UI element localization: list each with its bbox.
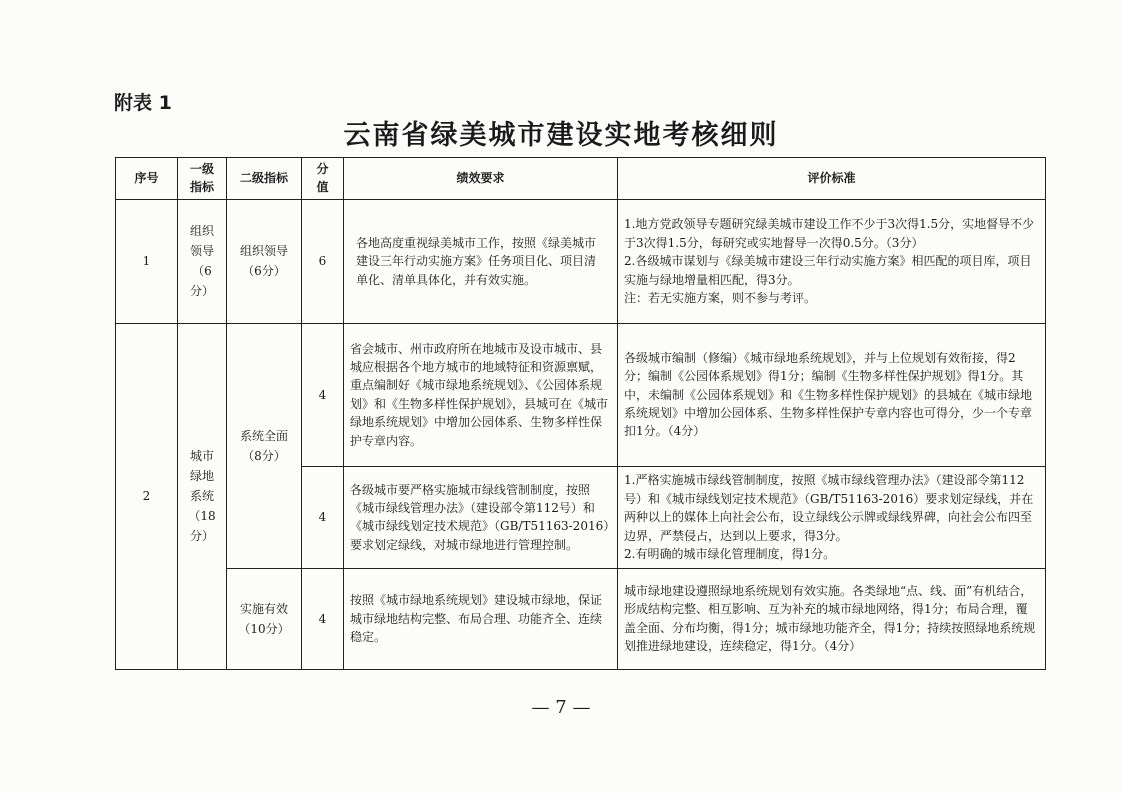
row-score: 4 — [302, 568, 344, 669]
row-level2: 系统全面 （8分） — [227, 323, 302, 568]
header-criteria: 评价标准 — [618, 158, 1046, 200]
row-score: 6 — [302, 199, 344, 323]
row-level1: 城市 绿地 系统 （18 分） — [178, 323, 227, 669]
page-title: 云南省绿美城市建设实地考核细则 — [343, 120, 779, 151]
row-level1: 组织 领导 （6 分） — [178, 199, 227, 323]
attachment-label: 附表 1 — [114, 92, 172, 114]
row-criteria: 1.地方党政领导专题研究绿美城市建设工作不少于3次得1.5分，实地督导不少于3次得1.5分，每研究或实地督导一次得0.5分。（3分） 2.各级城市谋划与《绿美城市建设三年行动实施方案》相匹配的项目库，项目实施与绿地增量相匹配，得3分。 注：若无实施方案，则不参与考评。 — [618, 199, 1046, 323]
row-criteria: 1.严格实施城市绿线管制制度，按照《城市绿线管理办法》（建设部令第112号）和《城市绿线划定技术规范》（GB/T51163-2016）要求划定绿线，并在两种以上的媒体上向社会公布，设立绿线公示牌或绿线界碑，向社会公布四至边界，严禁侵占，达到以上要求，得3分。 2.有明确的城市绿化管理制度，得1分。 — [618, 466, 1046, 568]
row-index: 2 — [116, 323, 178, 669]
row-requirement: 各级城市要严格实施城市绿线管制制度，按照《城市绿线管理办法》（建设部令第112号）和《城市绿线划定技术规范》（GB/T51163-2016）要求划定绿线，对城市绿地进行管理控制。 — [344, 466, 618, 568]
header-index: 序号 — [116, 158, 178, 200]
row-level2: 组织领导 （6分） — [227, 199, 302, 323]
table-header-row — [116, 158, 1046, 200]
row-level2: 实施有效 （10分） — [227, 568, 302, 669]
table-row — [116, 568, 1046, 669]
row-requirement: 各地高度重视绿美城市工作，按照《绿美城市建设三年行动实施方案》任务项目化、项目清单化、清单具体化，并有效实施。 — [344, 199, 618, 323]
header-score: 分 值 — [302, 158, 344, 200]
table-row — [116, 199, 1046, 323]
row-index: 1 — [116, 199, 178, 323]
header-requirement: 绩效要求 — [344, 158, 618, 200]
header-level2: 二级指标 — [227, 158, 302, 200]
row-requirement: 按照《城市绿地系统规划》建设城市绿地，保证城市绿地结构完整、布局合理、功能齐全、连续稳定。 — [344, 568, 618, 669]
row-score: 4 — [302, 323, 344, 466]
row-score: 4 — [302, 466, 344, 568]
row-criteria: 城市绿地建设遵照绿地系统规划有效实施。各类绿地“点、线、面”有机结合，形成结构完整、相互影响、互为补充的城市绿地网络，得1分；布局合理，覆盖全面、分布均衡，得1分；城市绿地功能齐全，得1分；持续按照绿地系统规划推进绿地建设，连续稳定，得1分。（4分） — [618, 568, 1046, 669]
table-row — [116, 323, 1046, 466]
assessment-table — [115, 157, 1046, 670]
row-requirement: 省会城市、州市政府所在地城市及设市城市、县城应根据各个地方城市的地域特征和资源禀赋，重点编制好《城市绿地系统规划》、《公园体系规划》和《生物多样性保护规划》，县城可在《城市绿地系统规划》中增加公园体系、生物多样性保护专章内容。 — [344, 323, 618, 466]
page-number: — 7 — — [531, 697, 591, 718]
row-criteria: 各级城市编制（修编）《城市绿地系统规划》，并与上位规划有效衔接，得2分；编制《公园体系规划》得1分；编制《生物多样性保护规划》得1分。其中，未编制《公园体系规划》和《生物多样性保护规划》的县城在《城市绿地系统规划》中增加公园体系、生物多样性保护专章内容也可得分，少一个专章扣1分。（4分） — [618, 323, 1046, 466]
header-level1: 一级 指标 — [178, 158, 227, 200]
